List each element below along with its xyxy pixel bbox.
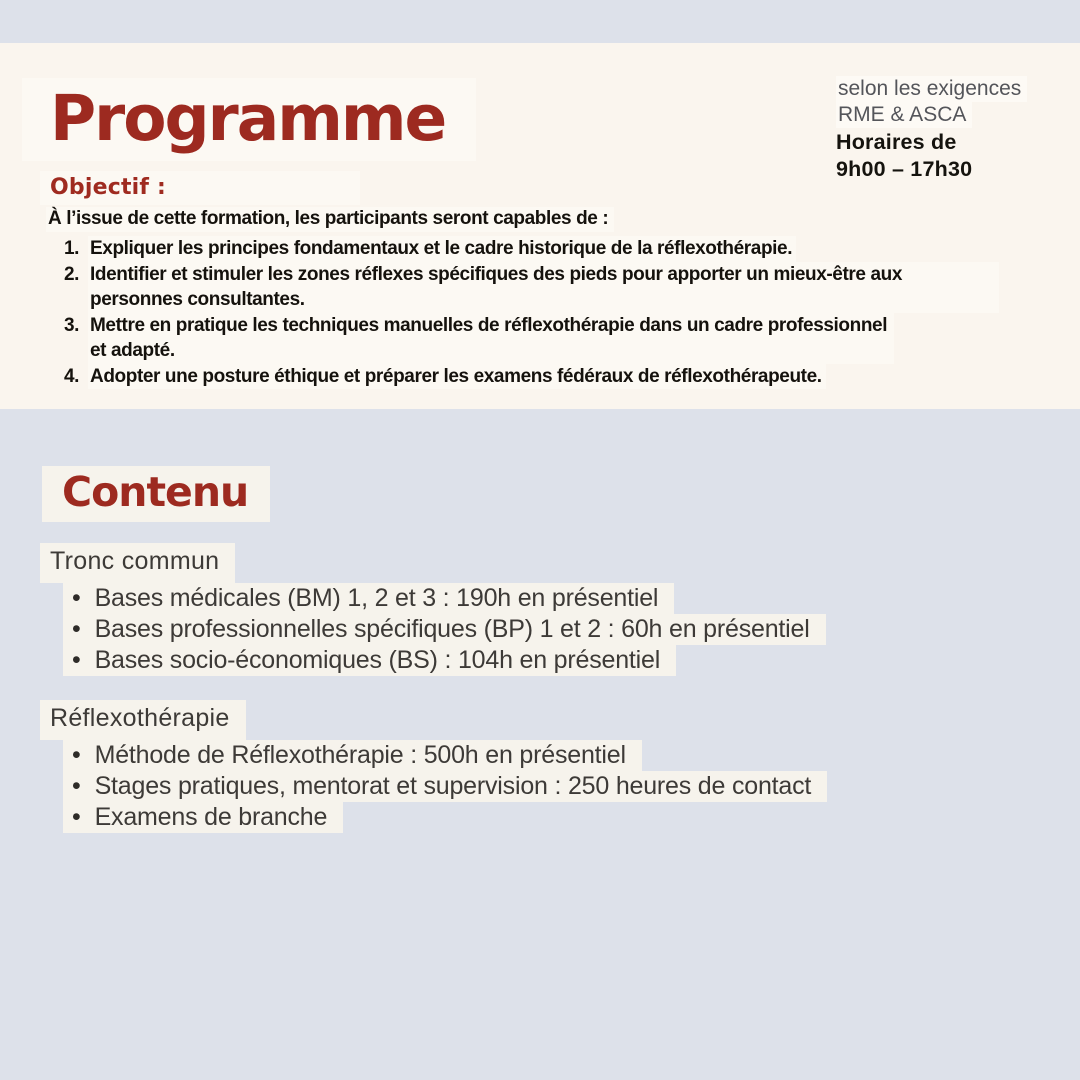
requirements-line-2: RME & ASCA [836, 102, 972, 128]
list-item: • Méthode de Réflexothérapie : 500h en présentiel [63, 740, 642, 771]
hours-label: Horaires de [836, 130, 957, 154]
objective-item-1: Expliquer les principes fondamentaux et le cadre historique de la réflexothérapie. [64, 236, 1066, 262]
content-group-tronc-commun [40, 543, 827, 676]
requirements-line-1: selon les exigences [836, 76, 1027, 102]
list-item: • Examens de branche [63, 802, 343, 833]
hours-note [836, 129, 972, 183]
content-group-reflexotherapie [40, 700, 827, 833]
title-box [22, 78, 476, 161]
requirements-note [836, 76, 1027, 128]
objective-intro: À l’issue de cette formation, les participants seront capables de : [46, 207, 614, 232]
content-heading: Contenu [62, 468, 249, 516]
objective-heading-box [40, 171, 360, 205]
group-title-tronc-commun: Tronc commun [40, 543, 235, 583]
group-title-reflexotherapie: Réflexothérapie [40, 700, 246, 740]
reflexotherapie-list [63, 740, 827, 833]
objective-item-4: Adopter une posture éthique et préparer les examens fédéraux de réflexothérapeute. [64, 364, 1066, 390]
content-heading-box [42, 466, 270, 522]
objective-item-2: Identifier et stimuler les zones réflexes spécifiques des pieds pour apporter un mieux-être aux personnes consultantes. [64, 262, 1066, 313]
objective-list [64, 236, 1066, 389]
list-item: • Bases socio-économiques (BS) : 104h en présentiel [63, 645, 676, 676]
list-item: • Stages pratiques, mentorat et supervision : 250 heures de contact [63, 771, 827, 802]
objective-heading: Objectif : [50, 175, 167, 200]
page-title: Programme [50, 82, 446, 155]
tronc-commun-list [63, 583, 827, 676]
hours-value: 9h00 – 17h30 [836, 157, 973, 181]
objective-item-3: Mettre en pratique les techniques manuelles de réflexothérapie dans un cadre professionnel et adapté. [64, 313, 1066, 364]
list-item: • Bases médicales (BM) 1, 2 et 3 : 190h en présentiel [63, 583, 674, 614]
content-groups [40, 543, 827, 833]
list-item: • Bases professionnelles spécifiques (BP) 1 et 2 : 60h en présentiel [63, 614, 826, 645]
